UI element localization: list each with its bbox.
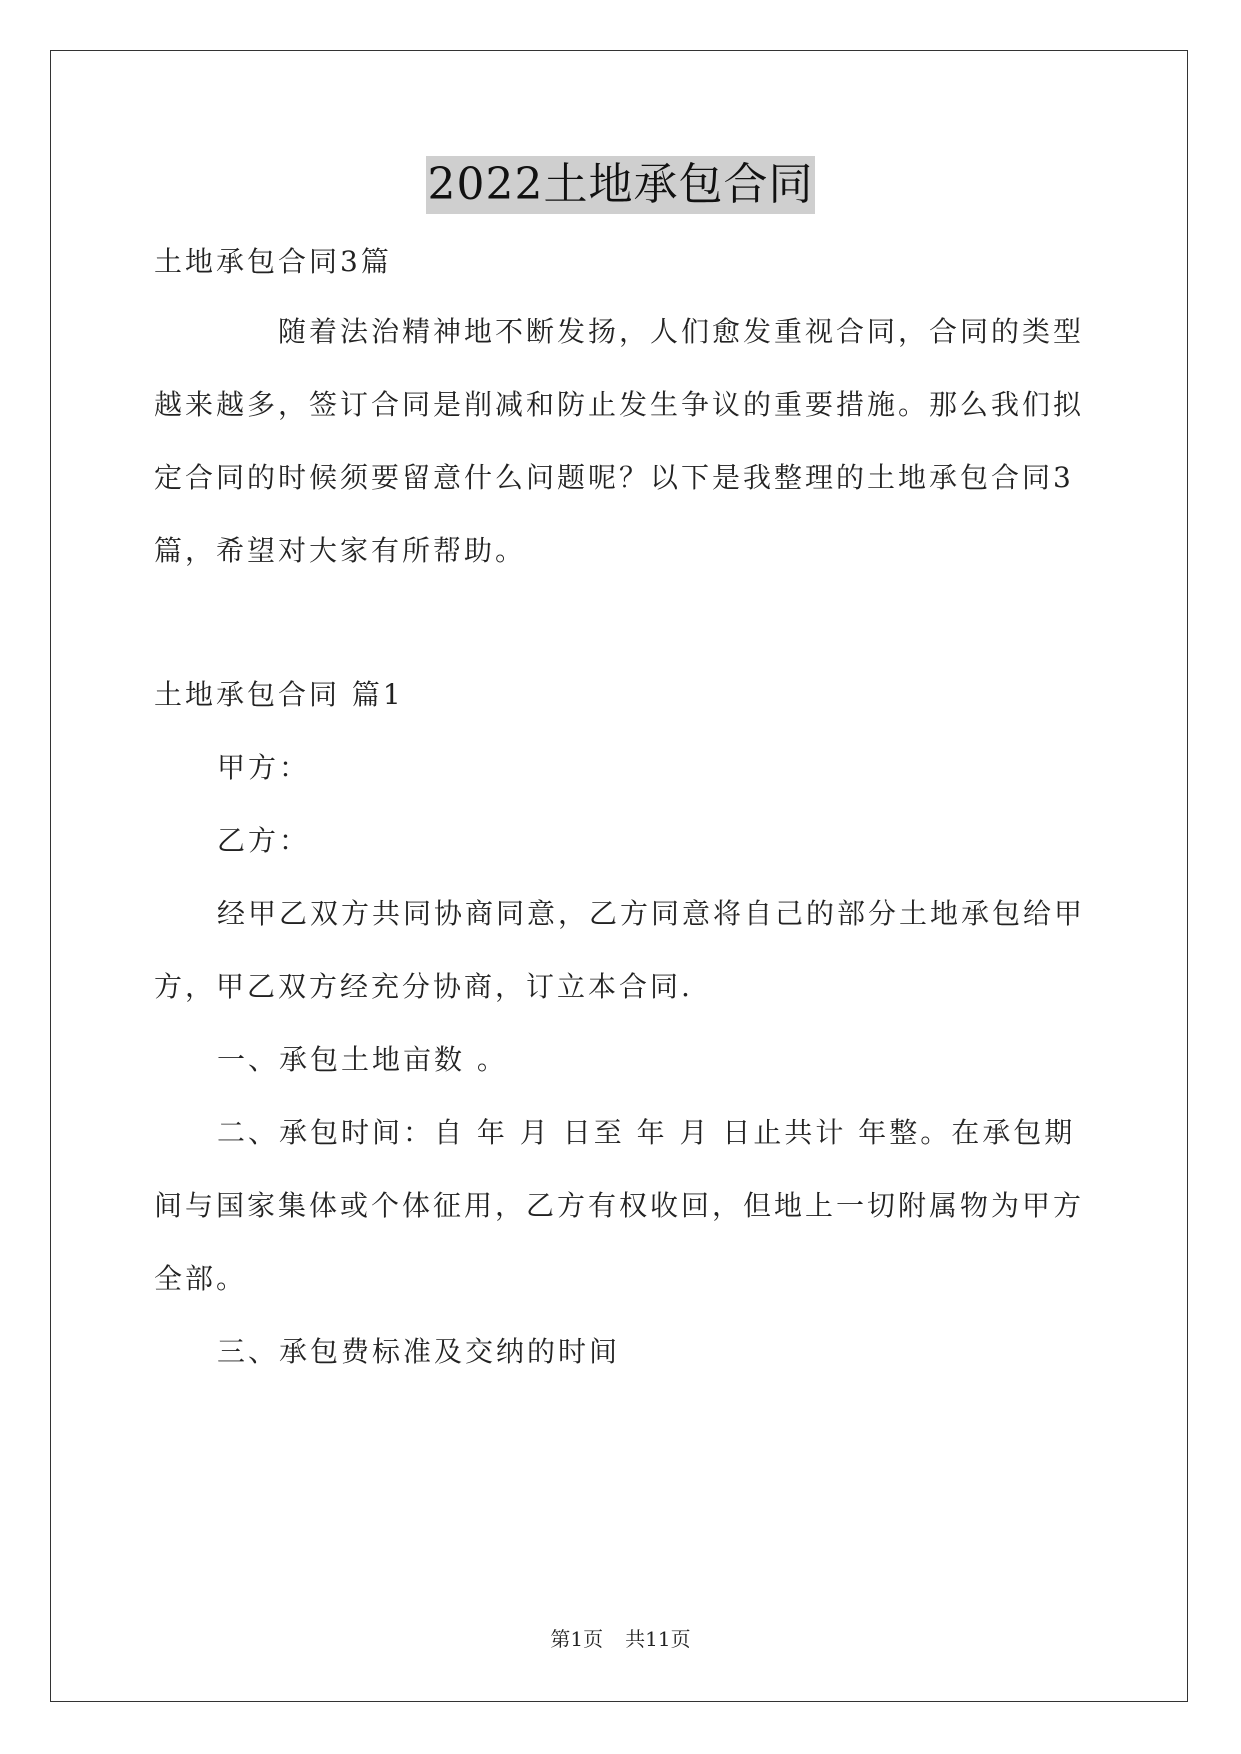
clause-2-line-3: 全部。 (154, 1262, 248, 1295)
intro-line-2: 越来越多，签订合同是削减和防止发生争议的重要措施。那么我们拟 (154, 388, 1085, 421)
clause-2-line-2: 间与国家集体或个体征用，乙方有权收回，但地上一切附属物为甲方 (154, 1189, 1085, 1222)
page-number: 第1页 (550, 1627, 604, 1651)
document-title: 2022土地承包合同 (426, 156, 816, 214)
document-subtitle: 土地承包合同3篇 (154, 245, 392, 278)
intro-line-1: 随着法治精神地不断发扬，人们愈发重视合同，合同的类型 (278, 315, 1085, 348)
agreement-line-1: 经甲乙双方共同协商同意，乙方同意将自己的部分土地承包给甲 (217, 897, 1086, 930)
agreement-line-2: 方，甲乙双方经充分协商，订立本合同. (154, 970, 693, 1003)
clause-2-line-1: 二、承包时间：自 年 月 日至 年 月 日止共计 年整。在承包期 (217, 1116, 1076, 1149)
title-container (0, 156, 1241, 214)
party-b-label: 乙方： (217, 824, 311, 857)
clause-3: 三、承包费标准及交纳的时间 (217, 1335, 621, 1368)
page-footer (0, 1625, 1241, 1653)
intro-line-3: 定合同的时候须要留意什么问题呢？以下是我整理的土地承包合同3 (154, 461, 1074, 494)
clause-1: 一、承包土地亩数 。 (217, 1043, 508, 1076)
intro-line-4: 篇，希望对大家有所帮助。 (154, 534, 527, 567)
page-total: 共11页 (625, 1627, 691, 1651)
section-heading: 土地承包合同 篇1 (154, 678, 404, 711)
page-border (50, 50, 1188, 1702)
party-a-label: 甲方： (217, 751, 311, 784)
